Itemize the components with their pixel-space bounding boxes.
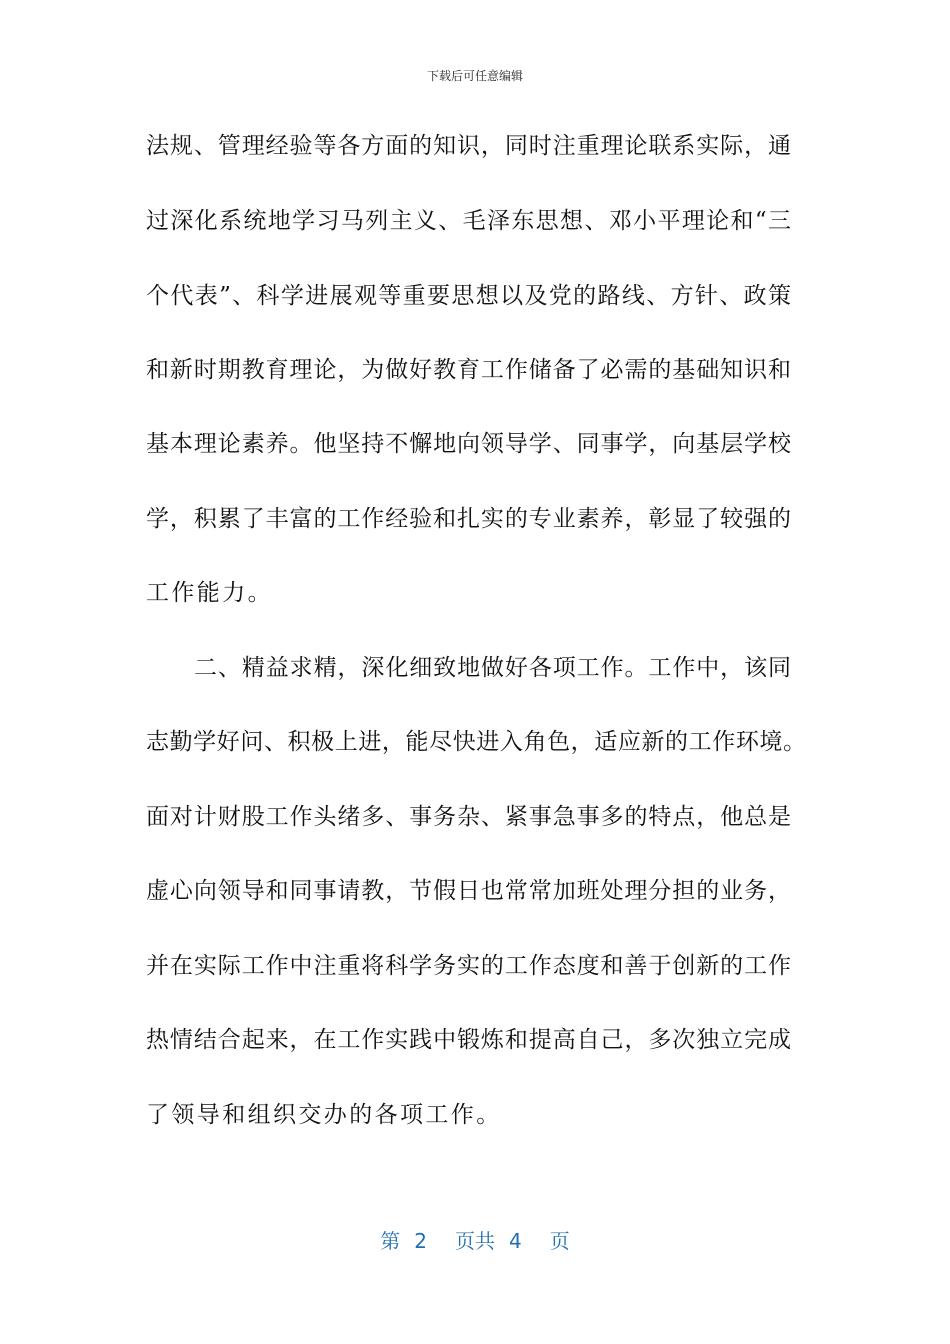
text-line: 并在实际工作中注重将科学务实的工作态度和善于创新的工作 [146,953,791,979]
text-line: 虚心向领导和同事请教，节假日也常常加班处理分担的业务， [146,878,791,904]
current-page-number: 2 [414,1229,427,1253]
text-line: 热情结合起来，在工作实践中锻炼和提高自己，多次独立完成 [146,1027,791,1053]
text-line: 基本理论素养。他坚持不懈地向领导学、同事学，向基层学校 [146,431,791,457]
text-line: 过深化系统地学习马列主义、毛泽东思想、邓小平理论和“三 [146,208,791,234]
text-line: 志勤学好问、积极上进，能尽快进入角色，适应新的工作环境。 [146,729,806,755]
text-line: 和新时期教育理论，为做好教育工作储备了必需的基础知识和 [146,357,791,383]
text-line: 法规、管理经验等各方面的知识，同时注重理论联系实际，通 [146,133,791,159]
footer-prefix: 第 [380,1229,401,1253]
footer-suffix: 页 [549,1229,570,1253]
page-number-footer [0,1225,950,1254]
text-line: 学，积累了丰富的工作经验和扎实的专业素养，彰显了较强的 [146,506,791,532]
text-line: 了领导和组织交办的各项工作。 [146,1102,502,1128]
total-pages-number: 4 [509,1229,522,1253]
text-line: 个代表”、科学进展观等重要思想以及党的路线、方针、政策 [146,283,791,309]
paragraph-heading-line: 二、精益求精，深化细致地做好各项工作。工作中，该同 [194,655,791,681]
text-line: 面对计财股工作头绪多、事务杂、紧事急事多的特点，他总是 [146,804,791,830]
text-line: 工作能力。 [146,580,273,606]
footer-middle: 页共 [455,1229,495,1253]
header-note: 下载后可任意编辑 [426,69,523,83]
